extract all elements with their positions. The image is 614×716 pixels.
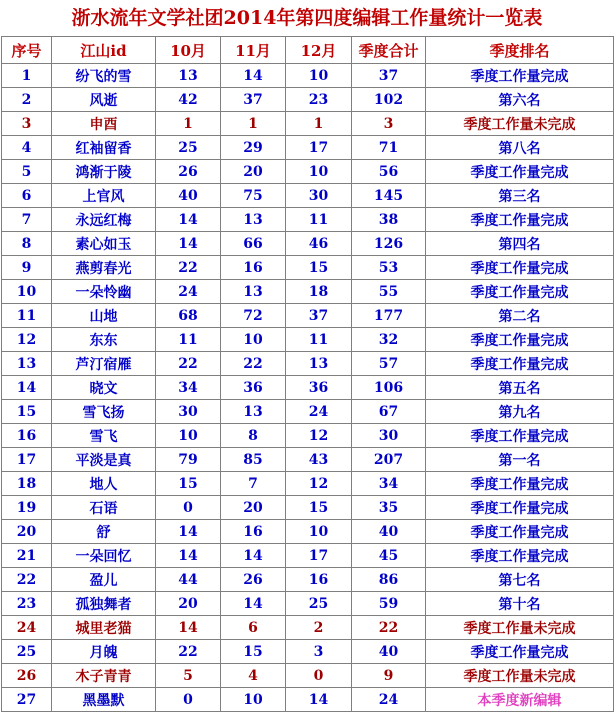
cell-name: 风逝 bbox=[52, 88, 156, 112]
cell-rank: 第四名 bbox=[426, 232, 614, 256]
cell-total: 34 bbox=[352, 472, 426, 496]
cell-name: 芦汀宿雁 bbox=[52, 352, 156, 376]
cell-name: 晓文 bbox=[52, 376, 156, 400]
cell-total: 32 bbox=[352, 328, 426, 352]
cell-no: 4 bbox=[2, 136, 52, 160]
cell-no: 11 bbox=[2, 304, 52, 328]
cell-no: 14 bbox=[2, 376, 52, 400]
cell-dec: 23 bbox=[286, 88, 352, 112]
cell-no: 1 bbox=[2, 64, 52, 88]
cell-name: 木子青青 bbox=[52, 664, 156, 688]
table-row bbox=[2, 280, 614, 304]
cell-no: 20 bbox=[2, 520, 52, 544]
cell-rank: 季度工作量完成 bbox=[426, 496, 614, 520]
cell-name: 红袖留香 bbox=[52, 136, 156, 160]
cell-no: 21 bbox=[2, 544, 52, 568]
cell-oct: 34 bbox=[156, 376, 221, 400]
cell-total: 71 bbox=[352, 136, 426, 160]
cell-oct: 5 bbox=[156, 664, 221, 688]
cell-no: 9 bbox=[2, 256, 52, 280]
cell-rank: 季度工作量完成 bbox=[426, 640, 614, 664]
cell-total: 22 bbox=[352, 616, 426, 640]
cell-nov: 66 bbox=[221, 232, 286, 256]
workload-table bbox=[1, 36, 614, 712]
cell-name: 素心如玉 bbox=[52, 232, 156, 256]
cell-name: 东东 bbox=[52, 328, 156, 352]
cell-dec: 1 bbox=[286, 112, 352, 136]
table-row bbox=[2, 616, 614, 640]
cell-total: 56 bbox=[352, 160, 426, 184]
cell-no: 2 bbox=[2, 88, 52, 112]
cell-rank: 第六名 bbox=[426, 88, 614, 112]
cell-oct: 44 bbox=[156, 568, 221, 592]
table-row bbox=[2, 568, 614, 592]
cell-total: 3 bbox=[352, 112, 426, 136]
table-row bbox=[2, 64, 614, 88]
cell-nov: 15 bbox=[221, 640, 286, 664]
cell-dec: 15 bbox=[286, 496, 352, 520]
table-row bbox=[2, 424, 614, 448]
cell-nov: 14 bbox=[221, 64, 286, 88]
cell-name: 上官风 bbox=[52, 184, 156, 208]
col-header-nov: 11月 bbox=[221, 37, 286, 64]
cell-oct: 15 bbox=[156, 472, 221, 496]
col-header-no: 序号 bbox=[2, 37, 52, 64]
cell-name: 平淡是真 bbox=[52, 448, 156, 472]
cell-rank: 季度工作量完成 bbox=[426, 64, 614, 88]
cell-nov: 4 bbox=[221, 664, 286, 688]
cell-total: 53 bbox=[352, 256, 426, 280]
cell-nov: 36 bbox=[221, 376, 286, 400]
cell-dec: 3 bbox=[286, 640, 352, 664]
table-row bbox=[2, 160, 614, 184]
cell-total: 57 bbox=[352, 352, 426, 376]
cell-rank: 季度工作量完成 bbox=[426, 472, 614, 496]
col-header-dec: 12月 bbox=[286, 37, 352, 64]
cell-oct: 40 bbox=[156, 184, 221, 208]
cell-rank: 第三名 bbox=[426, 184, 614, 208]
cell-total: 145 bbox=[352, 184, 426, 208]
page-title: 浙水流年文学社团2014年第四度编辑工作量统计一览表 bbox=[71, 7, 543, 29]
cell-dec: 25 bbox=[286, 592, 352, 616]
table-row bbox=[2, 208, 614, 232]
cell-rank: 季度工作量完成 bbox=[426, 160, 614, 184]
cell-rank: 季度工作量未完成 bbox=[426, 616, 614, 640]
cell-rank: 季度工作量未完成 bbox=[426, 664, 614, 688]
cell-dec: 10 bbox=[286, 160, 352, 184]
cell-rank: 季度工作量完成 bbox=[426, 280, 614, 304]
cell-name: 鸿渐于陵 bbox=[52, 160, 156, 184]
cell-no: 18 bbox=[2, 472, 52, 496]
table-row bbox=[2, 328, 614, 352]
table-row bbox=[2, 496, 614, 520]
table-row bbox=[2, 136, 614, 160]
cell-total: 207 bbox=[352, 448, 426, 472]
cell-nov: 22 bbox=[221, 352, 286, 376]
cell-nov: 14 bbox=[221, 544, 286, 568]
table-row bbox=[2, 352, 614, 376]
cell-name: 黑墨默 bbox=[52, 688, 156, 712]
cell-total: 40 bbox=[352, 640, 426, 664]
cell-nov: 1 bbox=[221, 112, 286, 136]
cell-no: 17 bbox=[2, 448, 52, 472]
cell-dec: 15 bbox=[286, 256, 352, 280]
table-row bbox=[2, 400, 614, 424]
cell-rank: 季度工作量完成 bbox=[426, 352, 614, 376]
cell-total: 45 bbox=[352, 544, 426, 568]
cell-dec: 37 bbox=[286, 304, 352, 328]
cell-oct: 11 bbox=[156, 328, 221, 352]
cell-nov: 16 bbox=[221, 256, 286, 280]
cell-nov: 72 bbox=[221, 304, 286, 328]
cell-total: 37 bbox=[352, 64, 426, 88]
cell-name: 纷飞的雪 bbox=[52, 64, 156, 88]
cell-oct: 14 bbox=[156, 544, 221, 568]
table-row bbox=[2, 544, 614, 568]
cell-name: 雪飞 bbox=[52, 424, 156, 448]
cell-name: 一朵怜幽 bbox=[52, 280, 156, 304]
cell-dec: 12 bbox=[286, 472, 352, 496]
cell-dec: 18 bbox=[286, 280, 352, 304]
cell-total: 177 bbox=[352, 304, 426, 328]
table-row bbox=[2, 256, 614, 280]
cell-rank: 季度工作量完成 bbox=[426, 544, 614, 568]
cell-dec: 24 bbox=[286, 400, 352, 424]
cell-nov: 20 bbox=[221, 496, 286, 520]
table-row bbox=[2, 640, 614, 664]
cell-dec: 14 bbox=[286, 688, 352, 712]
col-header-oct: 10月 bbox=[156, 37, 221, 64]
cell-rank: 季度工作量完成 bbox=[426, 520, 614, 544]
cell-nov: 14 bbox=[221, 592, 286, 616]
cell-dec: 2 bbox=[286, 616, 352, 640]
table-row bbox=[2, 520, 614, 544]
table-row bbox=[2, 232, 614, 256]
cell-name: 雪飞扬 bbox=[52, 400, 156, 424]
table-row bbox=[2, 112, 614, 136]
cell-nov: 85 bbox=[221, 448, 286, 472]
cell-rank: 第九名 bbox=[426, 400, 614, 424]
cell-dec: 17 bbox=[286, 136, 352, 160]
cell-no: 24 bbox=[2, 616, 52, 640]
cell-total: 55 bbox=[352, 280, 426, 304]
cell-rank: 第五名 bbox=[426, 376, 614, 400]
cell-oct: 22 bbox=[156, 256, 221, 280]
cell-no: 7 bbox=[2, 208, 52, 232]
cell-nov: 16 bbox=[221, 520, 286, 544]
cell-dec: 30 bbox=[286, 184, 352, 208]
cell-oct: 14 bbox=[156, 616, 221, 640]
cell-dec: 10 bbox=[286, 520, 352, 544]
cell-nov: 7 bbox=[221, 472, 286, 496]
cell-no: 22 bbox=[2, 568, 52, 592]
cell-rank: 第十名 bbox=[426, 592, 614, 616]
cell-oct: 0 bbox=[156, 496, 221, 520]
col-header-rank: 季度排名 bbox=[426, 37, 614, 64]
cell-dec: 13 bbox=[286, 352, 352, 376]
cell-nov: 75 bbox=[221, 184, 286, 208]
cell-no: 5 bbox=[2, 160, 52, 184]
cell-nov: 10 bbox=[221, 328, 286, 352]
cell-dec: 46 bbox=[286, 232, 352, 256]
cell-oct: 0 bbox=[156, 688, 221, 712]
cell-dec: 17 bbox=[286, 544, 352, 568]
cell-nov: 20 bbox=[221, 160, 286, 184]
cell-no: 12 bbox=[2, 328, 52, 352]
cell-oct: 13 bbox=[156, 64, 221, 88]
cell-total: 67 bbox=[352, 400, 426, 424]
cell-no: 26 bbox=[2, 664, 52, 688]
cell-name: 孤独舞者 bbox=[52, 592, 156, 616]
cell-name: 石语 bbox=[52, 496, 156, 520]
table-row bbox=[2, 184, 614, 208]
cell-no: 27 bbox=[2, 688, 52, 712]
cell-no: 19 bbox=[2, 496, 52, 520]
cell-name: 永远红梅 bbox=[52, 208, 156, 232]
cell-rank: 第七名 bbox=[426, 568, 614, 592]
cell-oct: 79 bbox=[156, 448, 221, 472]
table-body bbox=[2, 64, 614, 712]
cell-no: 8 bbox=[2, 232, 52, 256]
cell-rank: 第一名 bbox=[426, 448, 614, 472]
cell-dec: 11 bbox=[286, 208, 352, 232]
cell-nov: 13 bbox=[221, 280, 286, 304]
cell-total: 102 bbox=[352, 88, 426, 112]
table-row bbox=[2, 304, 614, 328]
cell-total: 126 bbox=[352, 232, 426, 256]
cell-total: 59 bbox=[352, 592, 426, 616]
cell-total: 24 bbox=[352, 688, 426, 712]
cell-name: 盈儿 bbox=[52, 568, 156, 592]
cell-total: 9 bbox=[352, 664, 426, 688]
cell-dec: 16 bbox=[286, 568, 352, 592]
cell-total: 38 bbox=[352, 208, 426, 232]
cell-dec: 11 bbox=[286, 328, 352, 352]
cell-nov: 13 bbox=[221, 208, 286, 232]
cell-oct: 42 bbox=[156, 88, 221, 112]
cell-total: 86 bbox=[352, 568, 426, 592]
cell-total: 30 bbox=[352, 424, 426, 448]
table-row bbox=[2, 664, 614, 688]
cell-name: 一朵回忆 bbox=[52, 544, 156, 568]
cell-oct: 24 bbox=[156, 280, 221, 304]
cell-rank: 季度工作量完成 bbox=[426, 256, 614, 280]
cell-name: 山地 bbox=[52, 304, 156, 328]
cell-no: 23 bbox=[2, 592, 52, 616]
cell-oct: 20 bbox=[156, 592, 221, 616]
cell-dec: 0 bbox=[286, 664, 352, 688]
cell-rank: 季度工作量完成 bbox=[426, 208, 614, 232]
cell-total: 35 bbox=[352, 496, 426, 520]
cell-oct: 25 bbox=[156, 136, 221, 160]
table-row bbox=[2, 448, 614, 472]
cell-dec: 43 bbox=[286, 448, 352, 472]
cell-nov: 37 bbox=[221, 88, 286, 112]
cell-total: 40 bbox=[352, 520, 426, 544]
cell-oct: 68 bbox=[156, 304, 221, 328]
cell-nov: 8 bbox=[221, 424, 286, 448]
col-header-total: 季度合计 bbox=[352, 37, 426, 64]
cell-nov: 6 bbox=[221, 616, 286, 640]
cell-oct: 14 bbox=[156, 520, 221, 544]
cell-name: 申酉 bbox=[52, 112, 156, 136]
table-row bbox=[2, 472, 614, 496]
cell-rank: 季度工作量完成 bbox=[426, 424, 614, 448]
cell-nov: 10 bbox=[221, 688, 286, 712]
cell-oct: 22 bbox=[156, 352, 221, 376]
cell-name: 地人 bbox=[52, 472, 156, 496]
table-row bbox=[2, 88, 614, 112]
cell-rank: 本季度新编辑 bbox=[426, 688, 614, 712]
cell-oct: 14 bbox=[156, 232, 221, 256]
table-row bbox=[2, 592, 614, 616]
cell-no: 15 bbox=[2, 400, 52, 424]
cell-oct: 22 bbox=[156, 640, 221, 664]
cell-oct: 14 bbox=[156, 208, 221, 232]
cell-no: 13 bbox=[2, 352, 52, 376]
cell-dec: 12 bbox=[286, 424, 352, 448]
header-row bbox=[2, 37, 614, 64]
cell-name: 燕剪春光 bbox=[52, 256, 156, 280]
cell-no: 16 bbox=[2, 424, 52, 448]
cell-name: 月魄 bbox=[52, 640, 156, 664]
cell-nov: 26 bbox=[221, 568, 286, 592]
cell-name: 舒 bbox=[52, 520, 156, 544]
cell-no: 10 bbox=[2, 280, 52, 304]
table-row bbox=[2, 376, 614, 400]
cell-rank: 季度工作量完成 bbox=[426, 328, 614, 352]
cell-rank: 季度工作量未完成 bbox=[426, 112, 614, 136]
col-header-name: 江山id bbox=[52, 37, 156, 64]
cell-oct: 30 bbox=[156, 400, 221, 424]
cell-dec: 36 bbox=[286, 376, 352, 400]
table-row bbox=[2, 688, 614, 712]
cell-total: 106 bbox=[352, 376, 426, 400]
cell-no: 3 bbox=[2, 112, 52, 136]
cell-no: 25 bbox=[2, 640, 52, 664]
cell-oct: 26 bbox=[156, 160, 221, 184]
cell-rank: 第二名 bbox=[426, 304, 614, 328]
cell-dec: 10 bbox=[286, 64, 352, 88]
cell-name: 城里老猫 bbox=[52, 616, 156, 640]
cell-rank: 第八名 bbox=[426, 136, 614, 160]
cell-oct: 10 bbox=[156, 424, 221, 448]
cell-no: 6 bbox=[2, 184, 52, 208]
cell-nov: 29 bbox=[221, 136, 286, 160]
cell-nov: 13 bbox=[221, 400, 286, 424]
cell-oct: 1 bbox=[156, 112, 221, 136]
